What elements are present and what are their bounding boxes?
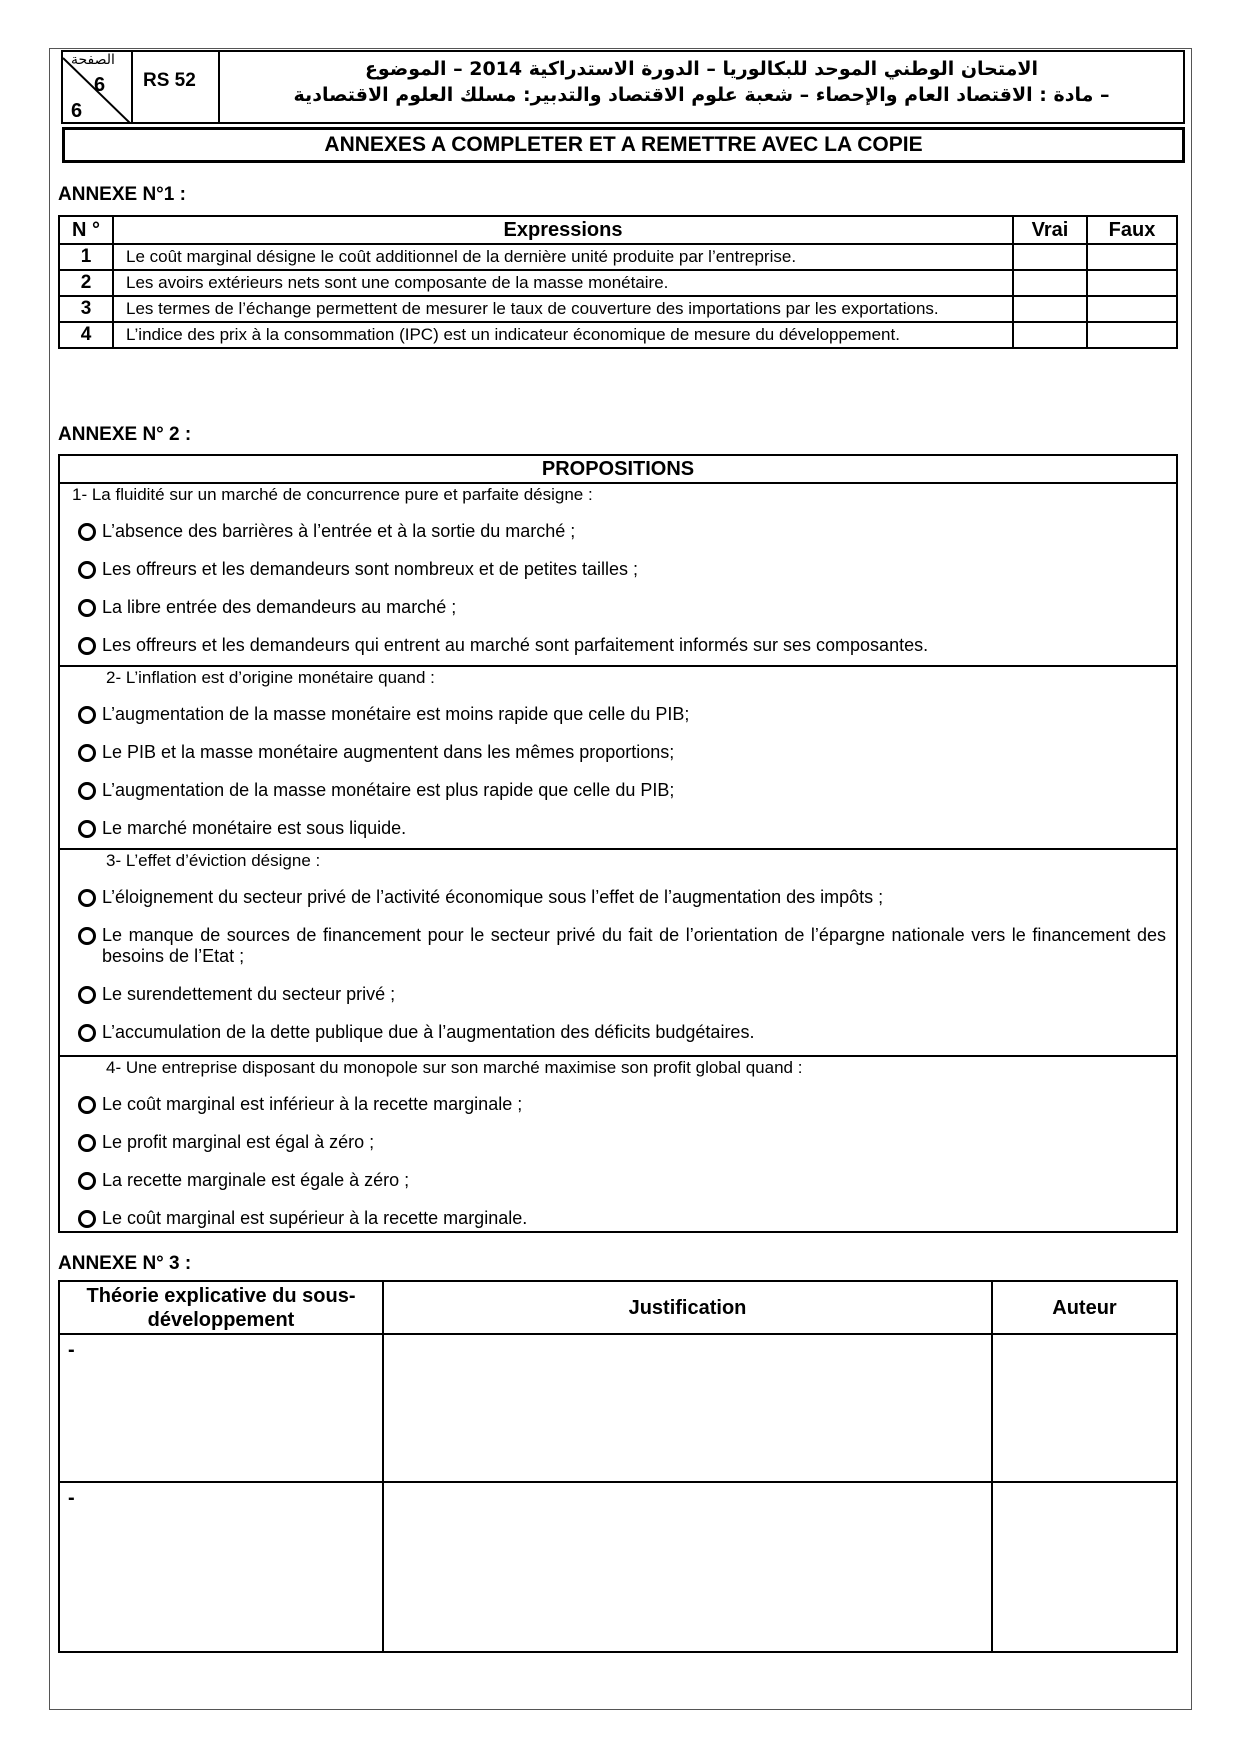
radio-circle-icon[interactable] (78, 986, 96, 1004)
table-row (59, 270, 1177, 296)
question-text: 3- L’effet d’éviction désigne : (106, 851, 321, 870)
vrai-cell[interactable] (1013, 296, 1087, 322)
justification-cell[interactable] (383, 1482, 992, 1652)
radio-circle-icon[interactable] (78, 1210, 96, 1228)
theorie-cell[interactable]: - (59, 1334, 383, 1482)
row-num: 4 (59, 322, 113, 348)
table-row (59, 1334, 1177, 1482)
col-vrai: Vrai (1013, 216, 1087, 244)
row-expression: L’indice des prix à la consommation (IPC) est un indicateur économique de mesure du développement. (113, 322, 1013, 348)
option[interactable]: Le surendettement du secteur privé ; (60, 984, 1176, 1005)
radio-circle-icon[interactable] (78, 561, 96, 579)
row-expression: Les termes de l’échange permettent de mesurer le taux de couverture des importations par les exportations. (113, 296, 1013, 322)
option[interactable]: L’accumulation de la dette publique due à l’augmentation des déficits budgétaires. (60, 1022, 1176, 1043)
vrai-cell[interactable] (1013, 322, 1087, 348)
exam-title-line1: الامتحان الوطني الموحد للبكالوريا – الدورة الاستدراكية 2014 – الموضوع (364, 58, 1039, 80)
radio-circle-icon[interactable] (78, 523, 96, 541)
question-block (60, 1057, 1176, 1234)
exam-title (220, 50, 1185, 124)
radio-circle-icon[interactable] (78, 1134, 96, 1152)
option[interactable]: La libre entrée des demandeurs au marché ; (60, 597, 1176, 618)
option[interactable]: L’augmentation de la masse monétaire est moins rapide que celle du PIB; (60, 704, 1176, 725)
auteur-cell[interactable] (992, 1482, 1177, 1652)
question-text: 2- L’inflation est d’origine monétaire quand : (106, 668, 435, 687)
annexe1-table (58, 215, 1178, 349)
col-justification: Justification (383, 1281, 992, 1334)
table-row (59, 296, 1177, 322)
radio-circle-icon[interactable] (78, 1172, 96, 1190)
radio-circle-icon[interactable] (78, 889, 96, 907)
faux-cell[interactable] (1087, 296, 1177, 322)
faux-cell[interactable] (1087, 322, 1177, 348)
option[interactable]: L’éloignement du secteur privé de l’activité économique sous l’effet de l’augmentation des impôts ; (60, 887, 1176, 908)
table-row (59, 322, 1177, 348)
table-row (59, 244, 1177, 270)
option[interactable]: Le PIB et la masse monétaire augmentent dans les mêmes proportions; (60, 742, 1176, 763)
question-block (60, 667, 1176, 850)
col-auteur: Auteur (992, 1281, 1177, 1334)
option[interactable]: Le manque de sources de financement pour le secteur privé du fait de l’orientation de l’épargne nationale vers le financement des besoins de l’Etat ; (60, 925, 1176, 967)
propositions-header: PROPOSITIONS (60, 456, 1176, 484)
justification-cell[interactable] (383, 1334, 992, 1482)
col-faux: Faux (1087, 216, 1177, 244)
radio-circle-icon[interactable] (78, 927, 96, 945)
annexe2-propositions (58, 454, 1178, 1233)
page-number-box (61, 50, 133, 124)
option[interactable]: Le coût marginal est supérieur à la recette marginale. (60, 1208, 1176, 1229)
annexe1-title: ANNEXE N°1 : (58, 184, 186, 205)
row-num: 2 (59, 270, 113, 296)
option[interactable]: Le coût marginal est inférieur à la recette marginale ; (60, 1094, 1176, 1115)
faux-cell[interactable] (1087, 270, 1177, 296)
auteur-cell[interactable] (992, 1334, 1177, 1482)
option[interactable]: Le profit marginal est égal à zéro ; (60, 1132, 1176, 1153)
option[interactable]: La recette marginale est égale à zéro ; (60, 1170, 1176, 1191)
radio-circle-icon[interactable] (78, 782, 96, 800)
annexes-banner: ANNEXES A COMPLETER ET A REMETTRE AVEC LA COPIE (62, 127, 1185, 163)
row-num: 1 (59, 244, 113, 270)
radio-circle-icon[interactable] (78, 1024, 96, 1042)
vrai-cell[interactable] (1013, 270, 1087, 296)
question-block (60, 850, 1176, 1057)
row-expression: Les avoirs extérieurs nets sont une composante de la masse monétaire. (113, 270, 1013, 296)
page-current: 6 (94, 74, 106, 96)
row-num: 3 (59, 296, 113, 322)
question-text: 1- La fluidité sur un marché de concurrence pure et parfaite désigne : (72, 485, 593, 504)
radio-circle-icon[interactable] (78, 637, 96, 655)
row-expression: Le coût marginal désigne le coût additionnel de la dernière unité produite par l’entreprise. (113, 244, 1013, 270)
col-theorie: Théorie explicative du sous-développement (59, 1281, 383, 1334)
vrai-cell[interactable] (1013, 244, 1087, 270)
exam-title-line2: – مادة : الاقتصاد العام والإحصاء – شعبة علوم الاقتصاد والتدبير: مسلك العلوم الاقتصادية (293, 84, 1110, 106)
radio-circle-icon[interactable] (78, 820, 96, 838)
annexe3-title: ANNEXE N° 3 : (58, 1253, 192, 1274)
col-expressions: Expressions (113, 216, 1013, 244)
annexe3-table (58, 1280, 1178, 1653)
option[interactable]: L’augmentation de la masse monétaire est plus rapide que celle du PIB; (60, 780, 1176, 801)
faux-cell[interactable] (1087, 244, 1177, 270)
radio-circle-icon[interactable] (78, 599, 96, 617)
option[interactable]: Les offreurs et les demandeurs qui entrent au marché sont parfaitement informés sur ses composantes. (60, 635, 1176, 656)
radio-circle-icon[interactable] (78, 1096, 96, 1114)
theorie-cell[interactable]: - (59, 1482, 383, 1652)
option[interactable]: Le marché monétaire est sous liquide. (60, 818, 1176, 839)
option[interactable]: Les offreurs et les demandeurs sont nombreux et de petites tailles ; (60, 559, 1176, 580)
annexe2-title: ANNEXE N° 2 : (58, 424, 192, 445)
table-row (59, 1482, 1177, 1652)
radio-circle-icon[interactable] (78, 744, 96, 762)
page-total: 6 (71, 100, 83, 122)
page-label: الصفحة (71, 52, 115, 68)
col-num: N ° (59, 216, 113, 244)
question-block (60, 484, 1176, 667)
question-text: 4- Une entreprise disposant du monopole sur son marché maximise son profit global quand : (106, 1058, 803, 1077)
radio-circle-icon[interactable] (78, 706, 96, 724)
exam-code: RS 52 (133, 50, 220, 124)
option[interactable]: L’absence des barrières à l’entrée et à la sortie du marché ; (60, 521, 1176, 542)
